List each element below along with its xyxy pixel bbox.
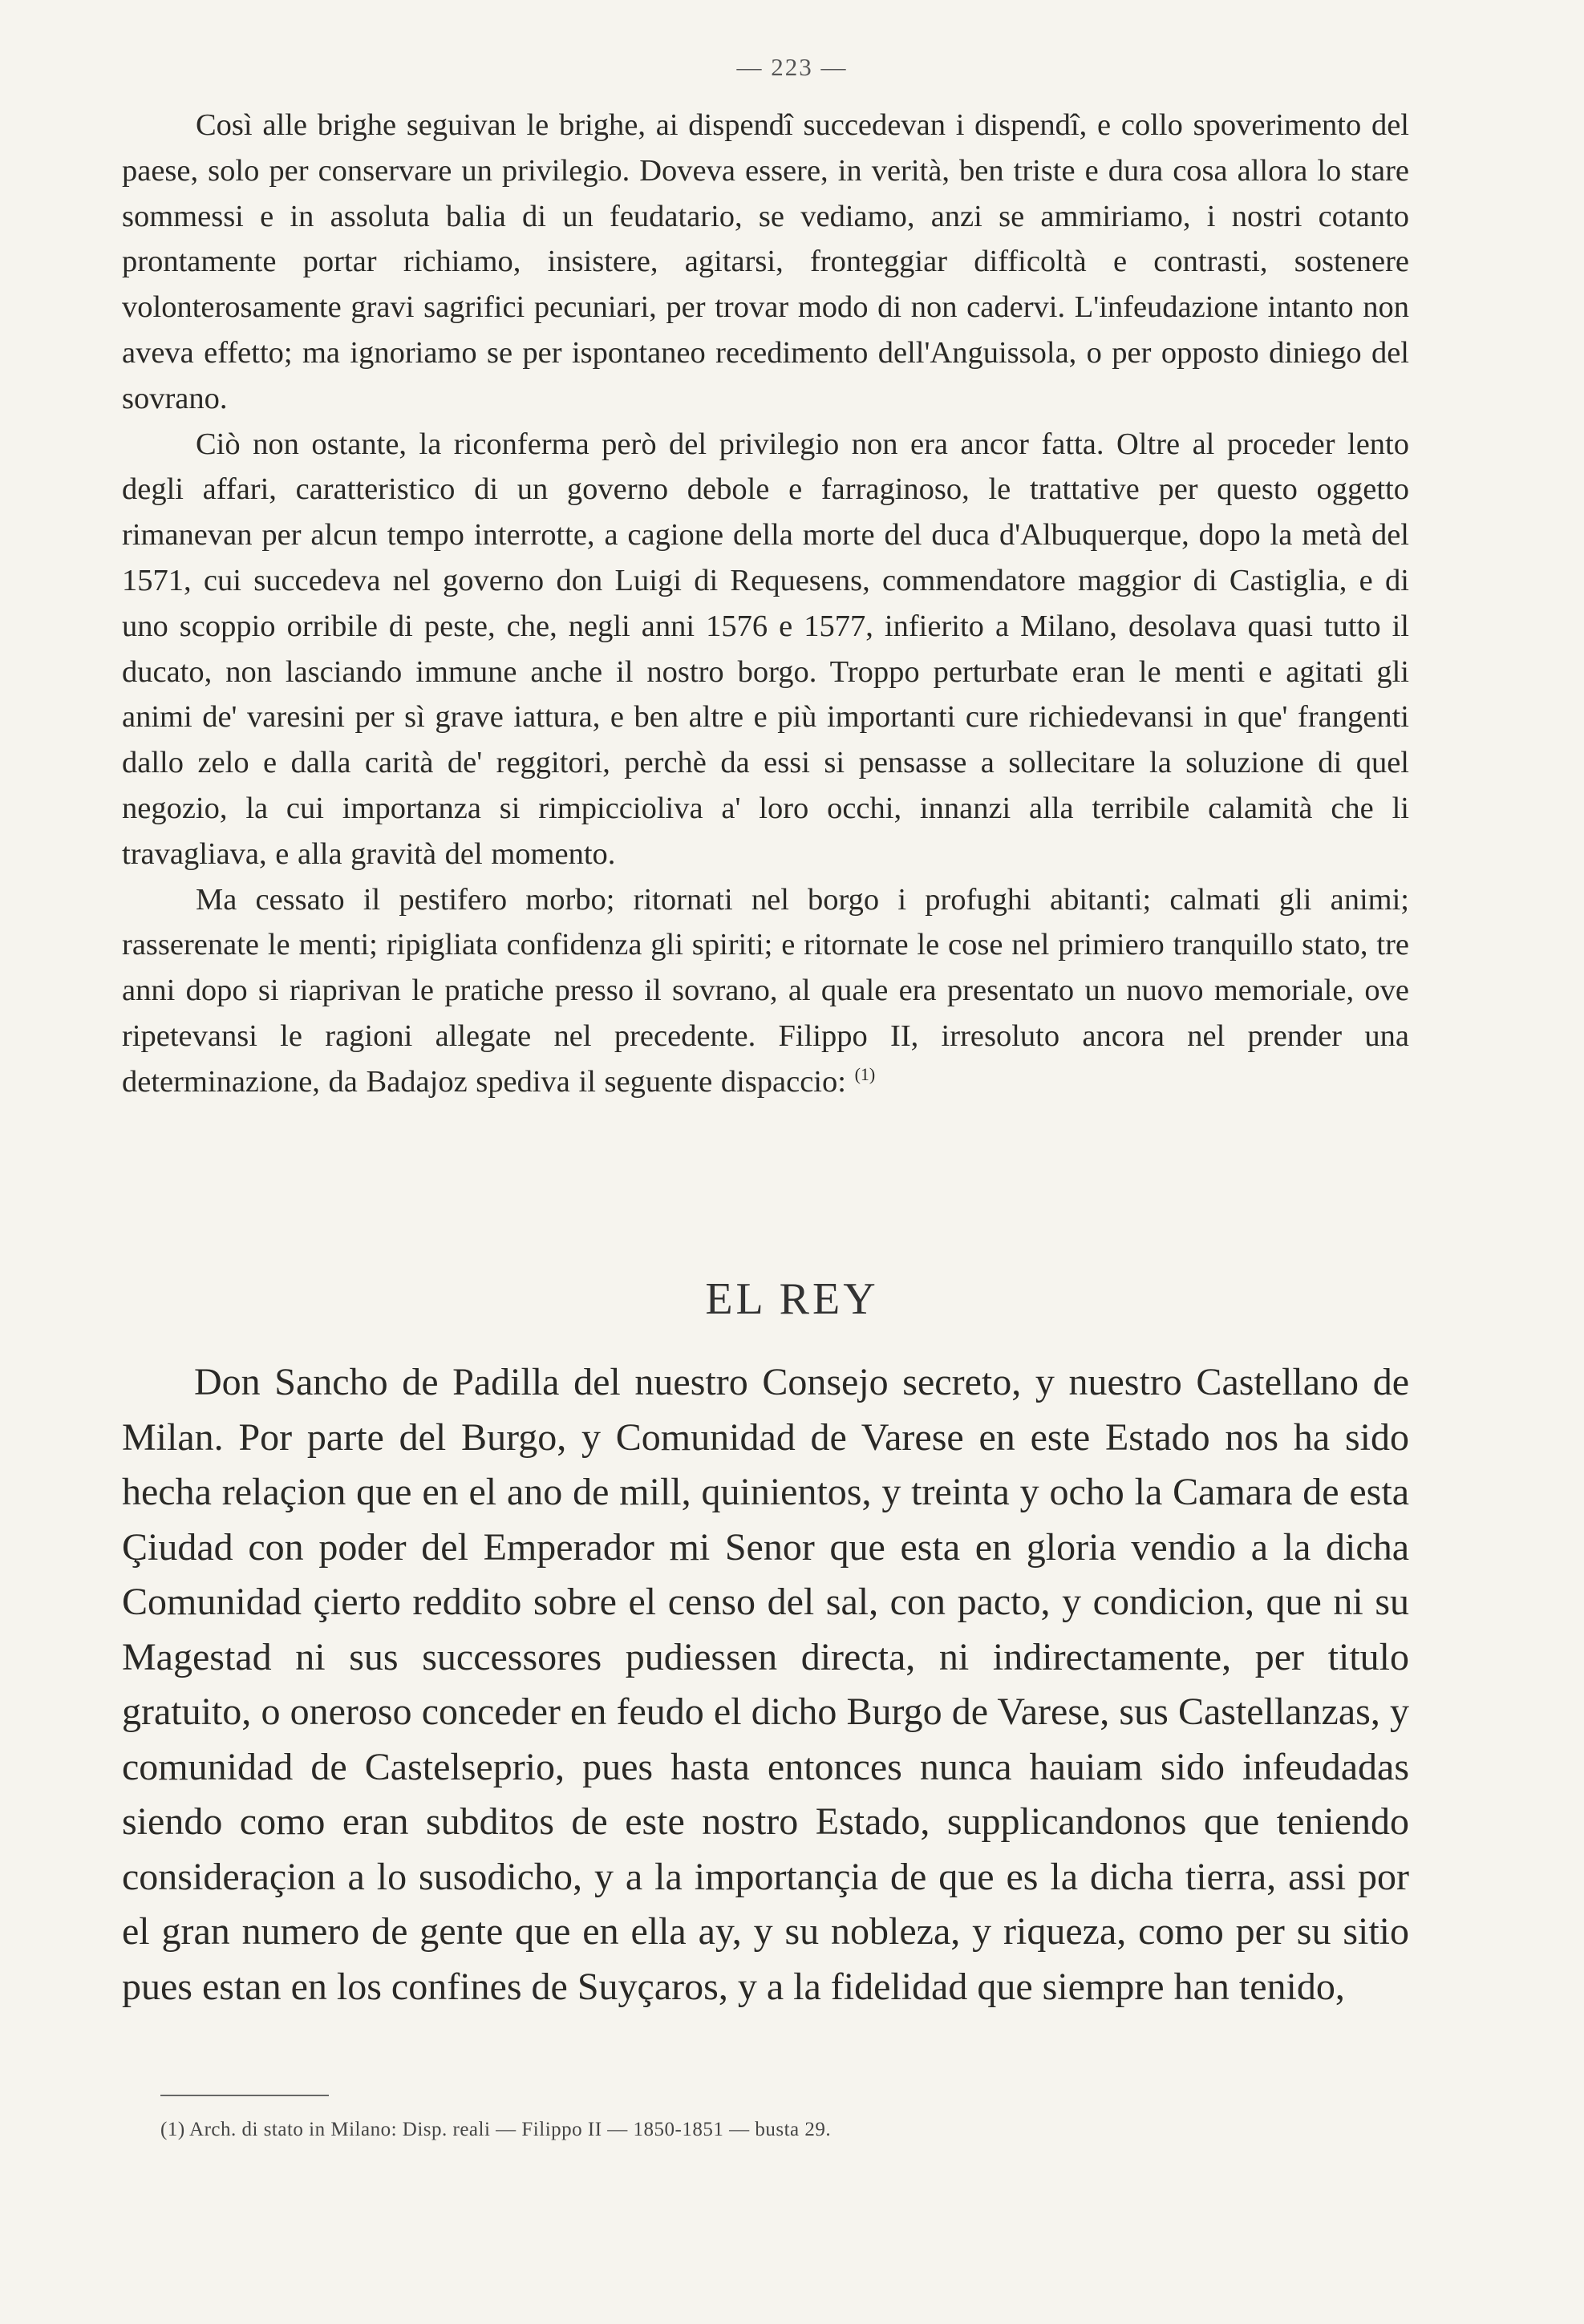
spanish-text-block <box>122 1355 1409 2014</box>
footnote: (1) Arch. di stato in Milano: Disp. reali — Filippo II — 1850-1851 — busta 29. <box>160 2119 832 2140</box>
footnote-reference: (1) <box>854 1063 876 1084</box>
italian-text-block <box>122 103 1409 1105</box>
footnote-divider <box>160 2095 329 2096</box>
page-number: — 223 — <box>736 53 848 81</box>
spanish-paragraph: Don Sancho de Padilla del nuestro Consejo secreto, y nuestro Castellano de Milan. Por parte del Burgo, y Comunidad de Varese en este Estado nos ha sido hecha relaçion que en el ano de mill, quinientos, y treinta y ocho la Camara de esta Çiudad con poder del Emperador mi Senor que esta en gloria vendio a la dicha Comunidad çierto reddito sobre el censo del sal, con pacto, y condicion, que ni su Magestad ni sus successores pudiessen directa, ni indirectamente, per titulo gratuito, o oneroso conceder en feudo el dicho Burgo de Varese, sus Castellanzas, y comunidad de Castelseprio, pues hasta entonces nunca hauiam sido infeudadas siendo como eran subditos de este nostro Estado, supplicandonos que teniendo consideraçion a lo susodicho, y a la importançia de que es la dicha tierra, assi por el gran numero de gente que en ella ay, y su nobleza, y riqueza, como per su sitio pues estan en los confines de Suyçaros, y a la fidelidad que siempre han tenido, <box>122 1361 1409 2008</box>
paragraph-3-text: Ma cessato il pestifero morbo; ritornati nel borgo i profughi abitanti; calmati gli animi; rasserenate le menti; ripigliata confidenza gli spiriti; e ritornate le cose nel primiero tranquillo stato, tre anni dopo si riaprivan le pratiche presso il sovrano, al quale era presentato un nuovo memoriale, ove ripetevansi le ragioni allegate nel precedente. Filippo II, irresoluto ancora nel prender una determinazione, da Badajoz spediva il seguente dispaccio: <box>122 882 1409 1099</box>
paragraph-2: Ciò non ostante, la riconferma però del privilegio non era ancor fatta. Oltre al proceder lento degli affari, caratteristico di un governo debole e farraginoso, le trattative per questo oggetto rimanevan per alcun tempo interrotte, a cagione della morte del duca d'Albuquerque, dopo la metà del 1571, cui succedeva nel governo don Luigi di Requesens, commendatore maggior di Castiglia, e di uno scoppio orribile di peste, che, negli anni 1576 e 1577, infierito a Milano, desolava quasi tutto il ducato, non lasciando immune anche il nostro borgo. Troppo perturbate eran le menti e agitati gli animi de' varesini per sì grave iattura, e ben altre e più importanti cure richiedevansi in que' frangenti dallo zelo e dalla carità de' reggitori, perchè da essi si pensasse a sollecitare la soluzione di quel negozio, la cui importanza si rimpiccioliva a' loro occhi, innanzi alla terribile calamità che li travagliava, e alla gravità del momento. <box>122 427 1409 871</box>
paragraph-3 <box>122 877 1409 1105</box>
document-heading: EL REY <box>705 1274 879 1324</box>
paragraph-1: Così alle brighe seguivan le brighe, ai dispendî succedevan i dispendî, e collo spoverimento del paese, solo per conservare un privilegio. Doveva essere, in verità, ben triste e dura cosa allora lo stare sommessi e in assoluta balia di un feudatario, se vediamo, anzi se ammiriamo, i nostri cotanto prontamente portar richiamo, insistere, agitarsi, fronteggiar difficoltà e contrasti, sostenere volonterosamente gravi sagrifici pecuniari, per trovar modo di non cadervi. L'infeudazione intanto non aveva effetto; ma ignoriamo se per ispontaneo recedimento dell'Anguissola, o per opposto diniego del sovrano. <box>122 108 1409 415</box>
